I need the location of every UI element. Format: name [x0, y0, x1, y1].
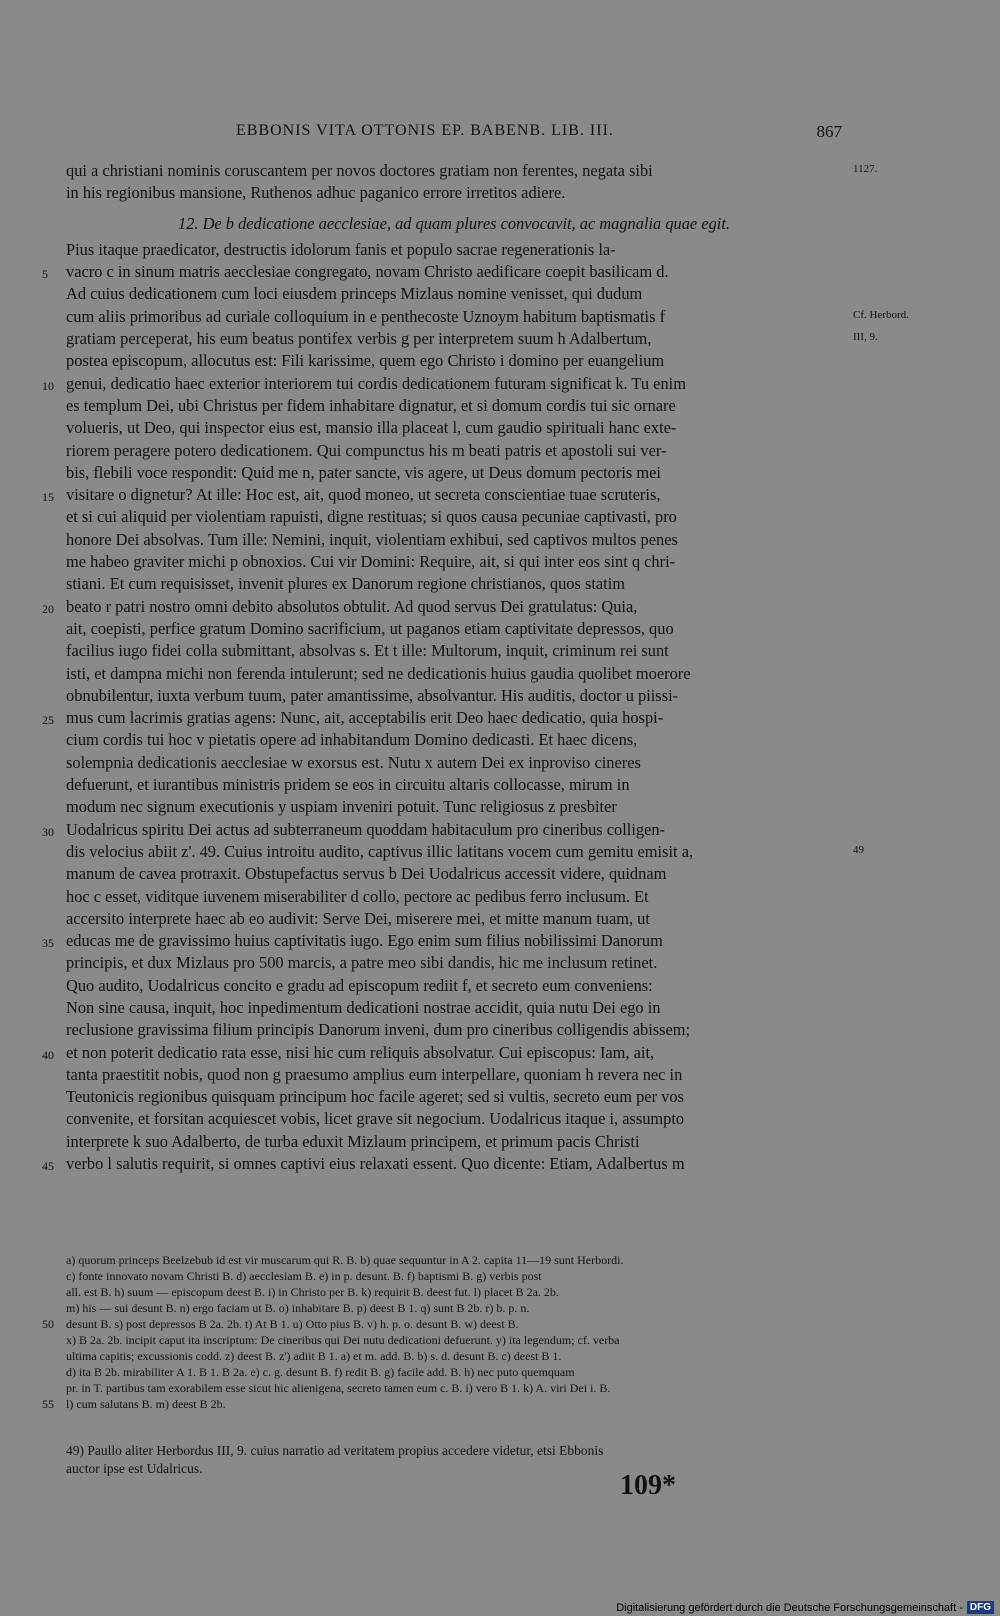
dfg-logo: DFG: [967, 1601, 994, 1614]
text-line-content: Uodalricus spiritu Dei actus ad subterraneum quoddam habitaculum pro cineribus colligen-: [66, 819, 666, 839]
apparatus-line-content: m) his — sui desunt B. n) ergo faciam ut B. o) inhabitare B. p) deest B 1. q) sunt B 2b. r) b. p. n.: [66, 1301, 530, 1315]
text-line-content: principis, et dux Mizlaus pro 500 marcis, a patre meo sibi dandis, hic me inclusum retinet.: [66, 953, 658, 973]
text-line-content: accersito interprete haec ab eo audivit: Serve Dei, miserere mei, et mitte manum tuam, ut: [66, 908, 650, 928]
text-line: [42, 1042, 842, 1064]
chapter-heading: [66, 213, 842, 235]
apparatus-line-content: c) fonte innovato novam Christi B. d) aecclesiam B. e) in p. desunt. B. f) baptismi B. g) verbis post: [66, 1269, 542, 1283]
line-number: 15: [42, 490, 54, 505]
text-line-content: stiani. Et cum requisisset, invenit plures ex Danorum regione christianos, quos statim: [66, 574, 626, 594]
text-line: [66, 417, 842, 439]
text-line: [42, 819, 842, 841]
text-line: [66, 663, 842, 685]
text-line-content: beato r patri nostro omni debito absolutos obtulit. Ad quod servus Dei gratulatus: Quia,: [66, 596, 638, 616]
text-line: [66, 685, 842, 707]
line-number: 25: [42, 713, 54, 728]
text-line-content: 12. De b dedicatione aecclesiae, ad quam plures convocavit, ac magnalia quae egit.: [178, 213, 730, 233]
text-line-content: qui a christiani nominis coruscantem per novos doctores gratiam non ferentes, negata sibi: [66, 161, 653, 180]
text-line-content: Pius itaque praedicator, destructis idolorum fanis et populo sacrae regenerationis la-: [66, 239, 616, 259]
margin-note: Cf. Herbord.: [853, 308, 909, 321]
historical-note-line: auctor ipse est Udalricus.: [66, 1461, 203, 1476]
text-line: [42, 1153, 842, 1175]
text-line: [66, 182, 842, 204]
text-line: [66, 529, 842, 551]
text-line-content: vacro c in sinum matris aecclesiae congregato, novam Christo aedificare coepit basilicam d.: [66, 262, 669, 282]
text-line-content: facilius iugo fidei colla submittant, absolvas s. Et t ille: Multorum, inquit, criminum rei sunt: [66, 641, 669, 661]
text-line: [42, 930, 842, 952]
text-line: [66, 350, 842, 372]
apparatus-line-content: ultima capitis; excussionis codd. z) deest B. z') adiit B 1. a) et m. add. B. b) s. d. desunt B. c) deest B 1.: [66, 1349, 562, 1363]
apparatus-line: [66, 1300, 844, 1316]
line-number: 30: [42, 824, 54, 839]
text-line: [66, 796, 842, 818]
apparatus-line: [66, 1348, 844, 1364]
apparatus-line: [66, 1380, 844, 1396]
running-header: [66, 122, 842, 146]
line-number: 50: [42, 1317, 54, 1331]
historical-note: [66, 1442, 844, 1478]
apparatus-line: [42, 1316, 844, 1332]
text-line-content: gratiam perceperat, his eum beatus pontifex verbis g per interpretem suum h Adalbertum,: [66, 329, 652, 349]
text-line: [66, 729, 842, 751]
text-line: [66, 1108, 842, 1130]
text-line-content: cium cordis tui hoc v pietatis opere ad inhabitandum Domino dedicasti. Et haec dicens,: [66, 730, 638, 750]
text-line-content: me habeo graviter michi p obnoxios. Cui vir Domini: Require, ait, si qui inter eos sint q chri-: [66, 552, 676, 572]
text-line-content: hoc c esset, viditque iuvenem miserabiliter d collo, pectore ac pedibus ferro inclusum. Et: [66, 886, 649, 906]
text-line: [66, 506, 842, 528]
line-number: 55: [42, 1397, 54, 1411]
footer-text: Digitalisierung gefördert durch die Deutsche Forschungsgemeinschaft -: [616, 1601, 963, 1614]
text-line: [66, 640, 842, 662]
text-line-content: obnubilentur, iuxta verbum tuum, pater amantissime, absolvantur. His auditis, doctor u piissi-: [66, 685, 679, 705]
apparatus-line-content: a) quorum princeps Beelzebub id est vir muscarum qui R. B. b) quae sequuntur in A 2. capita 11—19 sunt Herbordi.: [66, 1253, 624, 1267]
text-line-content: bis, flebili voce respondit: Quid me n, pater sancte, vis agere, ut Deus domum pectoris mei: [66, 462, 661, 482]
text-line: [66, 997, 842, 1019]
text-line-content: tanta praestitit nobis, quod non g praesumo amplius eum interpellare, quoniam h revera nec in: [66, 1064, 683, 1084]
text-line: [66, 1086, 842, 1108]
text-line: [66, 886, 842, 908]
text-line-content: in his regionibus mansione, Ruthenos adhuc paganico errore irretitos adiere.: [66, 183, 566, 203]
text-line: [66, 752, 842, 774]
text-line-content: cum aliis primoribus ad curiale colloquium in e penthecoste Uznoym habitum baptismatis f: [66, 306, 666, 326]
line-number: 10: [42, 378, 54, 393]
historical-note-line: 49) Paullo aliter Herbordus III, 9. cuius narratio ad veritatem propius accedere videtur, etsi Ebbonis: [66, 1443, 604, 1458]
text-line-content: et si cui aliquid per violentiam rapuisti, digne restituas; si quos causa pecuniae captivasti, pro: [66, 507, 677, 527]
text-line: [66, 440, 842, 462]
text-line: [66, 306, 909, 328]
text-line-content: solempnia dedicationis aecclesiae w exorsus est. Nutu x autem Dei ex inproviso cineres: [66, 752, 641, 772]
text-line: [42, 373, 842, 395]
apparatus-line-content: pr. in T. partibus tam exorabilem esse sicut hic alienigena, secreto tamen eum c. B. i) vero B 1. k) A. viri Dei i. B.: [66, 1381, 611, 1395]
apparatus-line: [66, 1268, 844, 1284]
text-line: [66, 975, 842, 997]
text-line-content: mus cum lacrimis gratias agens: Nunc, ait, acceptabilis erit Deo haec dedicatio, quia hospi-: [66, 708, 664, 728]
text-line-content: reclusione gravissima filium principis Danorum inveni, dum pro cineribus colligendis abissem;: [66, 1020, 691, 1040]
text-line: [66, 863, 842, 885]
text-line: [66, 1064, 842, 1086]
text-line-content: volueris, ut Deo, qui inspector eius est, mansio illa placeat l, cum gaudio spirituali hanc exte-: [66, 418, 677, 438]
text-line-content: et non poterit dedicatio rata esse, nisi hic cum reliquis absolvatur. Cui episcopus: Iam, ait,: [66, 1042, 655, 1062]
text-line: [66, 462, 842, 484]
text-line-content: educas me de gravissimo huius captivitatis iugo. Ego enim sum filius nobilissimi Danorum: [66, 931, 663, 951]
text-line-content: dis velocius abiit z'. 49. Cuius introitu audito, captivus illic latitans vocem cum gemitu emisit a,: [66, 841, 694, 861]
main-text: [42, 160, 909, 1175]
text-line-content: honore Dei absolvas. Tum ille: Nemini, inquit, violentiam exhibui, sed captivos multos penes: [66, 529, 678, 549]
text-line: [42, 261, 842, 283]
footer: [616, 1601, 994, 1614]
text-line-content: isti, et dampna michi non ferenda intulerunt; sed ne dedicationis huius gaudia quolibet moerore: [66, 663, 691, 683]
text-line-content: Non sine causa, inquit, hoc inpedimentum dedicationi nostrae accidit, quia nutu Dei ego in: [66, 997, 661, 1017]
text-line-content: defuerunt, et iurantibus ministris pridem se eos in circuitu altaris collocasse, mirum in: [66, 775, 630, 795]
text-line-content: Quo audito, Uodalricus concito e gradu ad episcopum rediit f, et secreto eum conveniens:: [66, 975, 653, 995]
text-line-content: manum de cavea protraxit. Obstupefactus servus b Dei Uodalricus accessit videre, quidnam: [66, 864, 667, 884]
text-line: [66, 618, 842, 640]
text-line: [66, 952, 842, 974]
text-line: [66, 551, 842, 573]
apparatus-line: [66, 1252, 844, 1268]
text-line: [66, 841, 864, 863]
text-line: [42, 484, 842, 506]
text-line: [66, 774, 842, 796]
text-line-content: visitare o dignetur? At ille: Hoc est, ait, quod moneo, ut secreta conscientiae tuae scruteris,: [66, 485, 661, 505]
margin-note: 49: [853, 843, 864, 856]
line-number: 40: [42, 1047, 54, 1062]
text-line: [66, 239, 842, 261]
critical-apparatus: [42, 1252, 844, 1412]
page-number: 867: [816, 122, 842, 141]
apparatus-line-content: d) ita B 2b. mirabiliter A 1. B 1. B 2a. e) c. g. desunt B. f) redit B. g) facile add. B. h) nec puto quemquam: [66, 1365, 575, 1379]
text-line: [42, 596, 842, 618]
text-line-content: postea episcopum, allocutus est: Fili karissime, quem ego Christo i domino per euangelium: [66, 351, 665, 371]
text-line: [66, 908, 842, 930]
text-line-content: modum nec signum executionis y uspiam inveniri potuit. Tunc religiosus z presbiter: [66, 797, 617, 817]
text-line: [66, 328, 878, 350]
line-number: 5: [42, 267, 48, 282]
text-line-content: interprete k suo Adalberto, de turba eduxit Mizlaum principem, et primum pacis Christi: [66, 1131, 640, 1151]
apparatus-line-content: l) cum salutans B. m) deest B 2b.: [66, 1397, 226, 1411]
text-line-content: verbo l salutis requirit, si omnes captivi eius relaxati essent. Quo dicente: Etiam, Adalbertus m: [66, 1154, 685, 1174]
apparatus-line-content: x) B 2a. 2b. incipit caput ita inscriptum: De cineribus qui Dei nutu dedicationi defuerunt. y) ita legendum; cf. verba: [66, 1333, 620, 1347]
text-line-content: riorem peragere potero dedicationem. Qui compunctus his m beati patris et apostoli sui ver-: [66, 440, 667, 460]
text-line: [66, 573, 842, 595]
text-line: [66, 1131, 842, 1153]
text-line: [66, 395, 842, 417]
apparatus-line: [42, 1396, 844, 1412]
margin-note: III, 9.: [853, 331, 878, 344]
text-line-content: convenite, et forsitan acquiescet vobis, licet grave sit negocium. Uodalricus itaque i, assumpto: [66, 1109, 685, 1129]
line-number: 20: [42, 601, 54, 616]
running-title: EBBONIS VITA OTTONIS EP. BABENB. LIB. III.: [236, 122, 614, 139]
signature-mark: 109*: [620, 1470, 676, 1501]
text-line-content: Ad cuius dedicationem cum loci eiusdem princeps Mizlaus nomine venisset, qui dudum: [66, 284, 643, 304]
text-line-content: genui, dedicatio haec exterior interiorem tui cordis dedicationem futuram significat k. Tu enim: [66, 373, 686, 393]
apparatus-line: [66, 1284, 844, 1300]
apparatus-line: [66, 1332, 844, 1348]
text-line: [66, 283, 842, 305]
apparatus-line: [66, 1364, 844, 1380]
margin-note: 1127.: [853, 163, 878, 175]
text-line-content: es templum Dei, ubi Christus per fidem inhabitare dignatur, et si domum cordis tui sic ornare: [66, 395, 676, 415]
apparatus-line-content: all. est B. h) suum — episcopum deest B. i) in Christo per B. k) requirit B. deest fut. l) placet B 2a. 2b.: [66, 1285, 559, 1299]
text-line: [66, 1019, 842, 1041]
apparatus-line-content: desunt B. s) post depressos B 2a. 2b. t) At B 1. u) Otto pius B. v) h. p. o. desunt B. w) deest B.: [66, 1317, 519, 1331]
line-number: 35: [42, 936, 54, 951]
text-line-content: ait, coepisti, perfice gratum Domino sacrificium, ut paganos etiam captivitate depressos, quo: [66, 618, 674, 638]
text-line: [66, 160, 878, 182]
line-number: 45: [42, 1159, 54, 1174]
text-line-content: Teutonicis regionibus quisquam principum hoc facile ageret; sed si vultis, secreto eum per vos: [66, 1087, 684, 1107]
text-line: [42, 707, 842, 729]
